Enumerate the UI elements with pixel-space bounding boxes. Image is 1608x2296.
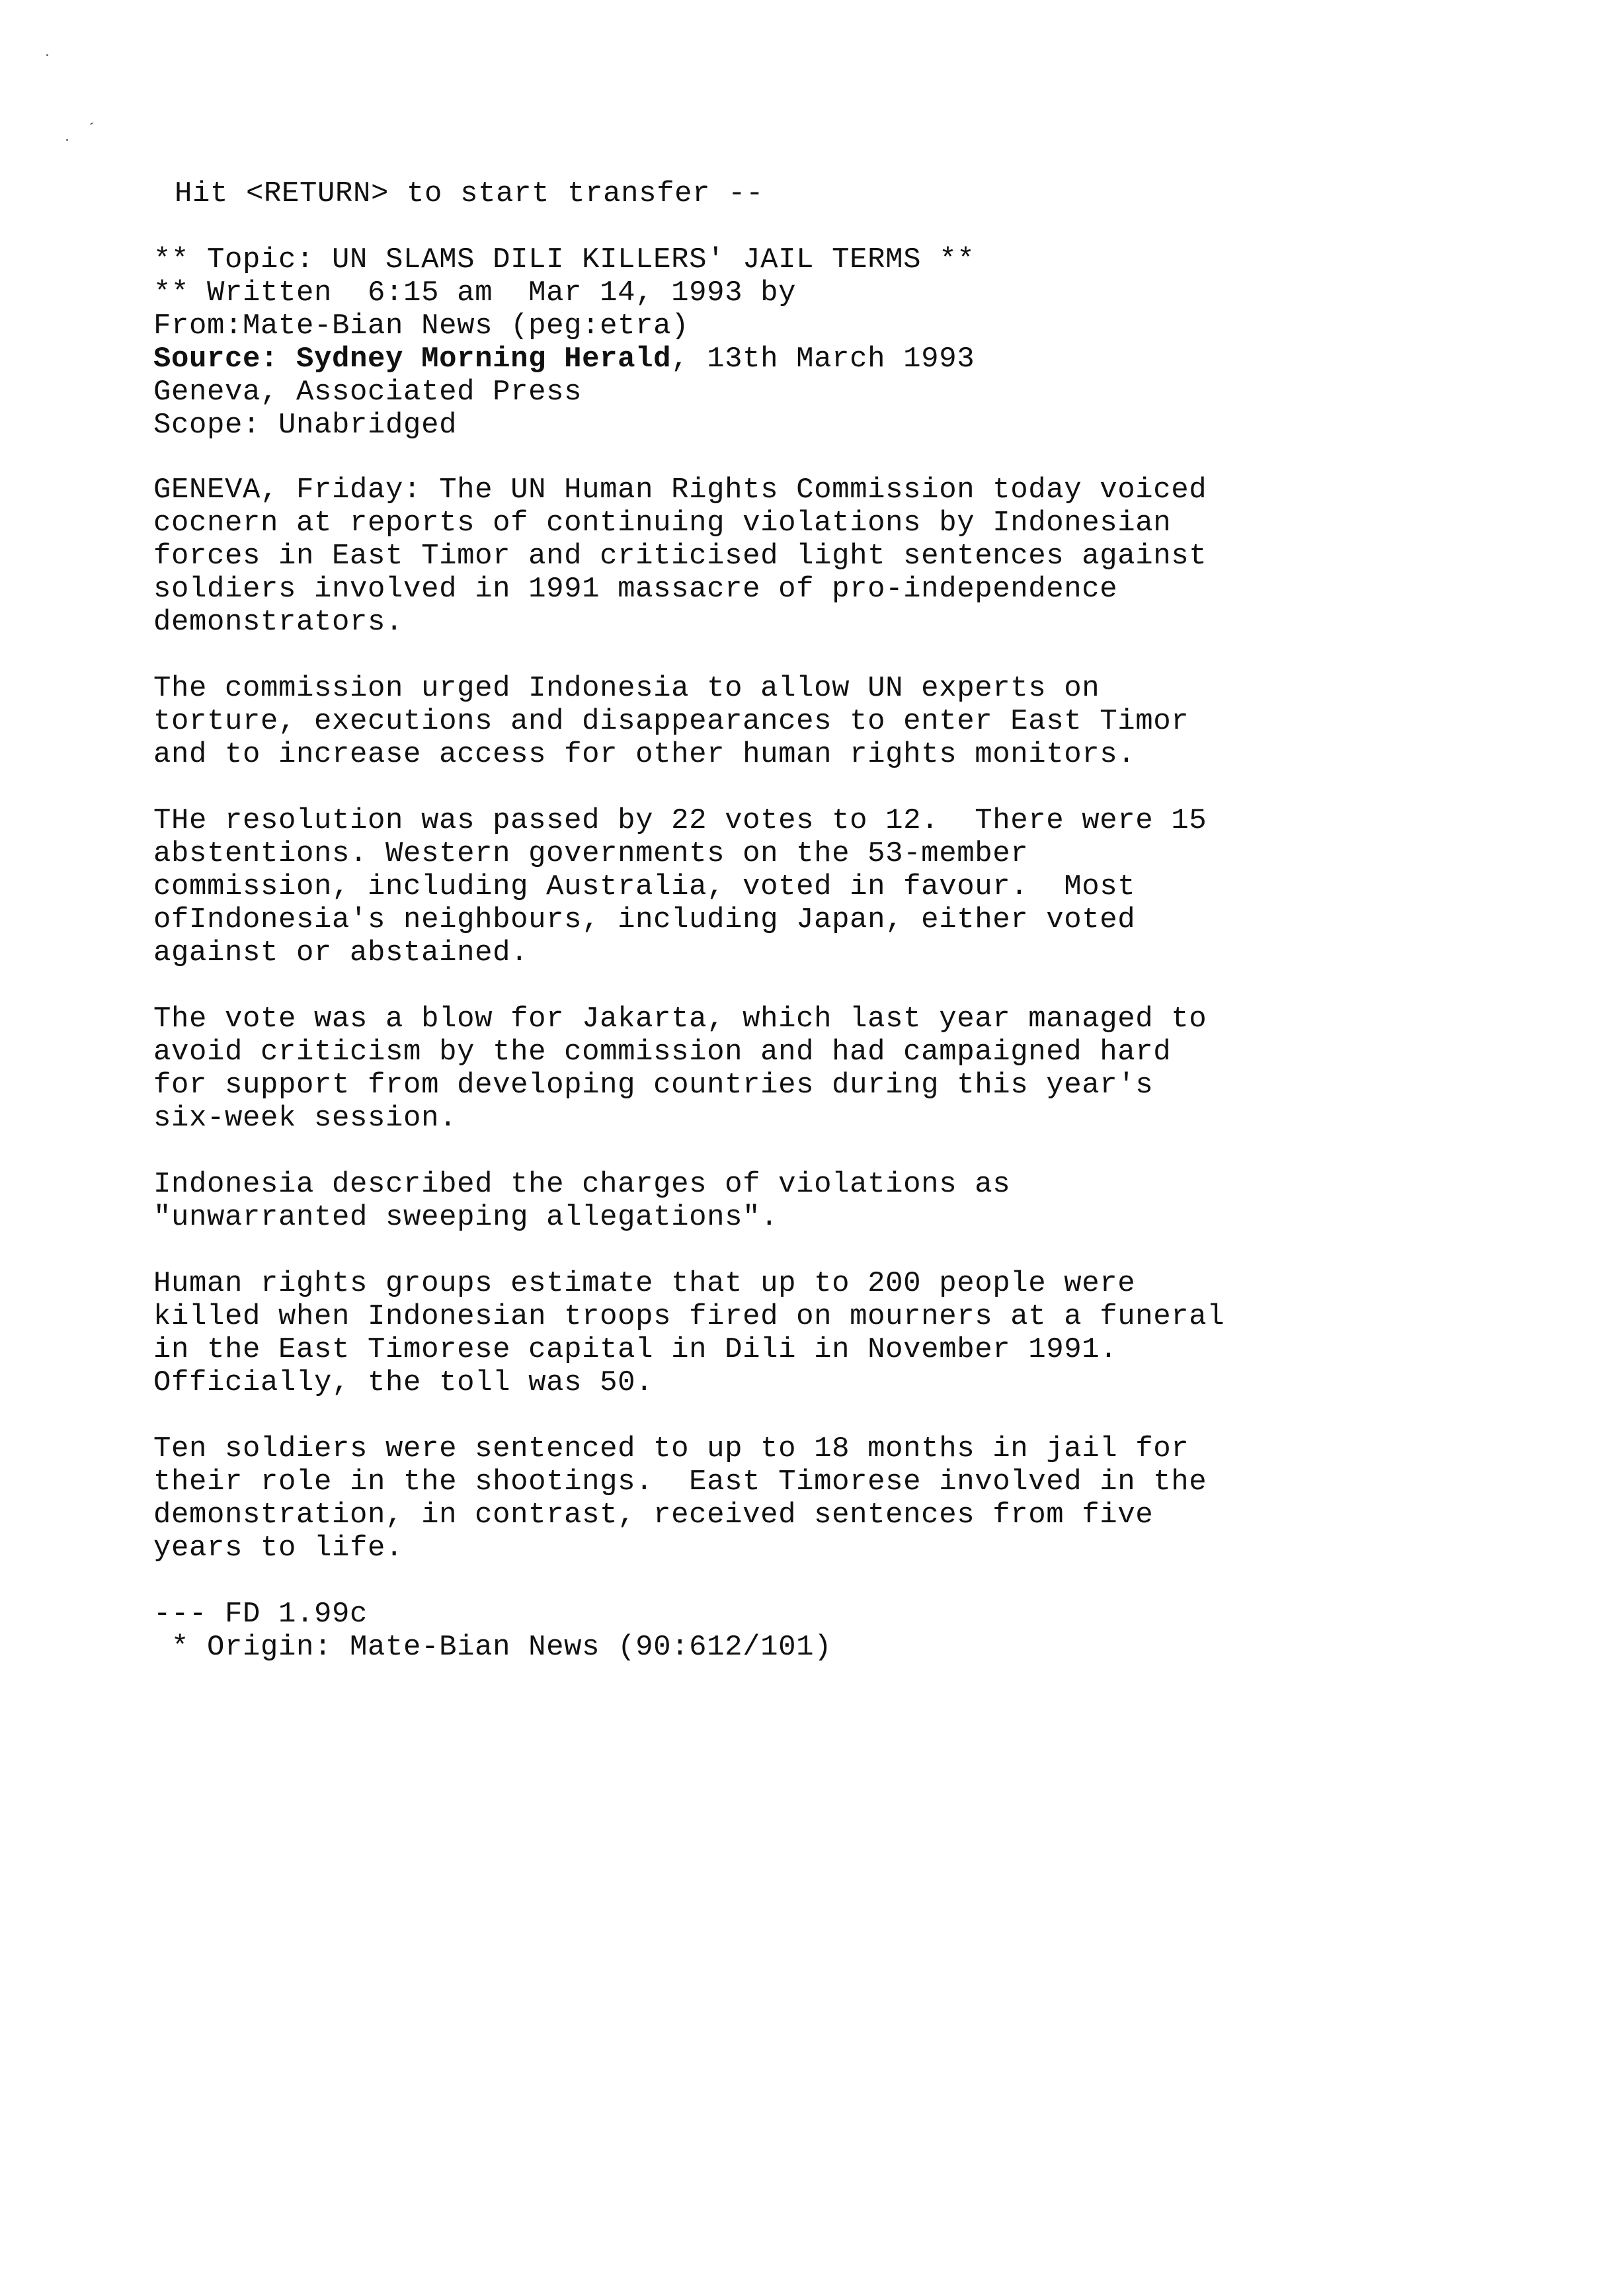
- paragraph-line: avoid criticism by the commission and had campaigned hard: [153, 1036, 1172, 1069]
- dateline-line: Geneva, Associated Press: [153, 376, 583, 409]
- paragraph-line: commission, including Australia, voted in favour. Most: [153, 870, 1136, 903]
- paragraph-line: Human rights groups estimate that up to 200 people were: [153, 1267, 1136, 1300]
- paragraph-line: against or abstained.: [153, 936, 529, 969]
- paragraph-line: cocnern at reports of continuing violations by Indonesian: [153, 507, 1172, 540]
- origin-line: * Origin: Mate-Bian News (90:612/101): [153, 1631, 832, 1664]
- paragraph-line: forces in East Timor and criticised light sentences against: [153, 540, 1207, 573]
- scan-speck: [66, 139, 68, 141]
- paragraph-line: six-week session.: [153, 1102, 458, 1135]
- paragraph-line: "unwarranted sweeping allegations".: [153, 1201, 779, 1234]
- paragraph-line: for support from developing countries during this year's: [153, 1069, 1154, 1102]
- source-label: Source: Sydney Morning Herald: [153, 343, 672, 376]
- paragraph-line: THe resolution was passed by 22 votes to 12. There were 15: [153, 804, 1207, 837]
- paragraph-line: Ten soldiers were sentenced to up to 18 months in jail for: [153, 1432, 1189, 1465]
- source-date: , 13th March 1993: [671, 343, 975, 376]
- paragraph-line: demonstrators.: [153, 606, 404, 639]
- topic-line: ** Topic: UN SLAMS DILI KILLERS' JAIL TERMS **: [153, 243, 975, 276]
- paragraph-line: Officially, the toll was 50.: [153, 1366, 654, 1399]
- scan-speck: [90, 122, 93, 126]
- paragraph-line: ofIndonesia's neighbours, including Japan, either voted: [153, 903, 1136, 936]
- paragraph-line: and to increase access for other human rights monitors.: [153, 738, 1136, 771]
- transfer-prompt: Hit <RETURN> to start transfer --: [175, 177, 764, 210]
- paragraph-line: years to life.: [153, 1532, 404, 1565]
- paragraph-line: in the East Timorese capital in Dili in November 1991.: [153, 1333, 1118, 1366]
- paragraph-line: abstentions. Western governments on the 53-member: [153, 837, 1029, 870]
- paragraph-line: demonstration, in contrast, received sentences from five: [153, 1498, 1154, 1532]
- paragraph-line: torture, executions and disappearances to enter East Timor: [153, 705, 1189, 738]
- paragraph-line: The commission urged Indonesia to allow UN experts on: [153, 672, 1100, 705]
- scope-line: Scope: Unabridged: [153, 409, 458, 442]
- source-line: [153, 343, 975, 376]
- paragraph-line: Indonesia described the charges of violations as: [153, 1168, 1011, 1201]
- paragraph-line: soldiers involved in 1991 massacre of pro-independence: [153, 573, 1118, 606]
- written-line: ** Written 6:15 am Mar 14, 1993 by: [153, 276, 797, 309]
- paragraph-line: GENEVA, Friday: The UN Human Rights Commission today voiced: [153, 473, 1207, 507]
- paragraph-line: killed when Indonesian troops fired on mourners at a funeral: [153, 1300, 1225, 1333]
- paragraph-line: The vote was a blow for Jakarta, which last year managed to: [153, 1003, 1207, 1036]
- tearline: --- FD 1.99c: [153, 1598, 368, 1631]
- paragraph-line: their role in the shootings. East Timorese involved in the: [153, 1465, 1207, 1498]
- scan-speck: [46, 54, 48, 56]
- from-line: From:Mate-Bian News (peg:etra): [153, 309, 690, 343]
